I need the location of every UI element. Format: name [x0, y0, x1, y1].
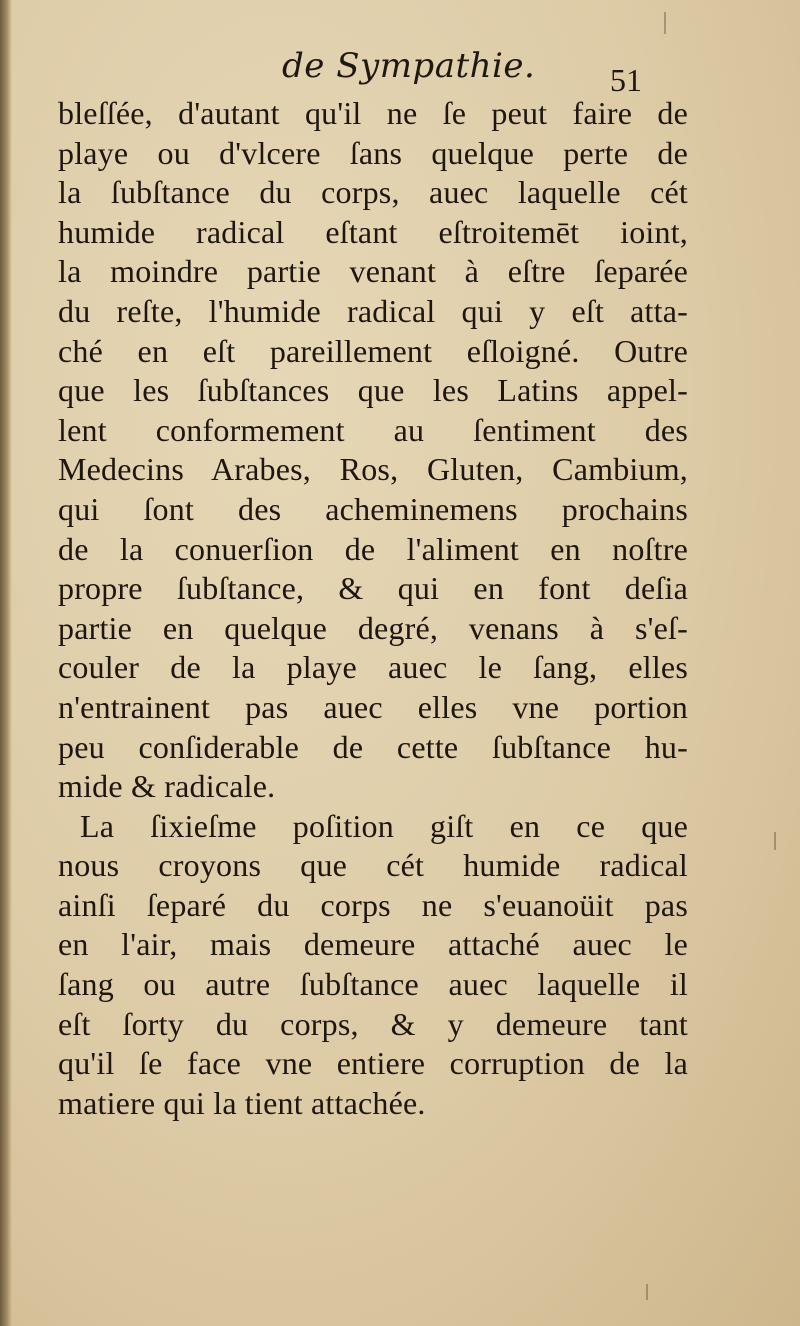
ink-speck	[646, 1284, 648, 1300]
text-line: lent conformement au ſentiment des	[58, 411, 688, 448]
running-title: de Sympathie.	[282, 46, 536, 86]
text-line: humide radical eſtant eſtroitemēt ioint,	[58, 213, 688, 250]
text-line: peu conſiderable de cette ſubſtance hu-	[58, 728, 688, 765]
text-line: ainſi ſeparé du corps ne s'euanoüit pas	[58, 886, 688, 923]
page-header	[0, 40, 800, 96]
text-line: la ſubſtance du corps, auec laquelle cét	[58, 174, 688, 211]
text-line: qui ſont des acheminemens prochains	[58, 490, 688, 527]
page-gutter	[0, 0, 12, 1326]
text-line: nous croyons que cét humide radical	[58, 847, 688, 884]
ink-speck	[664, 12, 666, 34]
text-line: eſt ſorty du corps, & y demeure tant	[58, 1005, 688, 1042]
text-line: ché en eſt pareillement eſloigné. Outre	[58, 332, 688, 369]
text-line: bleſſée, d'autant qu'il ne ſe peut faire de	[58, 95, 688, 131]
text-line: playe ou d'vlcere ſans quelque perte de	[58, 134, 688, 171]
text-line: propre ſubſtance, & qui en font deſia	[58, 570, 688, 607]
page-number: 51	[610, 62, 642, 98]
ink-speck	[774, 832, 776, 850]
text-line: n'entrainent pas auec elles vne portion	[58, 688, 688, 725]
text-line: que les ſubſtances que les Latins appel-	[58, 372, 688, 409]
body-text	[58, 94, 688, 1123]
text-line: couler de la playe auec le ſang, elles	[58, 649, 688, 686]
text-line: la moindre partie venant à eſtre ſeparée	[58, 253, 688, 290]
text-line: en l'air, mais demeure attaché auec le	[58, 926, 688, 963]
text-line: de la conuerſion de l'aliment en noſtre	[58, 530, 688, 567]
text-line: matiere qui la tient attachée.	[58, 1084, 426, 1121]
text-line: mide & radicale.	[58, 768, 276, 805]
text-line: ſang ou autre ſubſtance auec laquelle il	[58, 966, 688, 1003]
text-line: Medecins Arabes, Ros, Gluten, Cambium,	[58, 451, 688, 488]
text-line: qu'il ſe face vne entiere corruption de la	[58, 1045, 688, 1082]
text-line: La ſixieſme poſition giſt en ce que	[80, 807, 688, 844]
text-line: du reſte, l'humide radical qui y eſt atta-	[58, 292, 688, 329]
text-line: partie en quelque degré, venans à s'eſ-	[58, 609, 688, 646]
